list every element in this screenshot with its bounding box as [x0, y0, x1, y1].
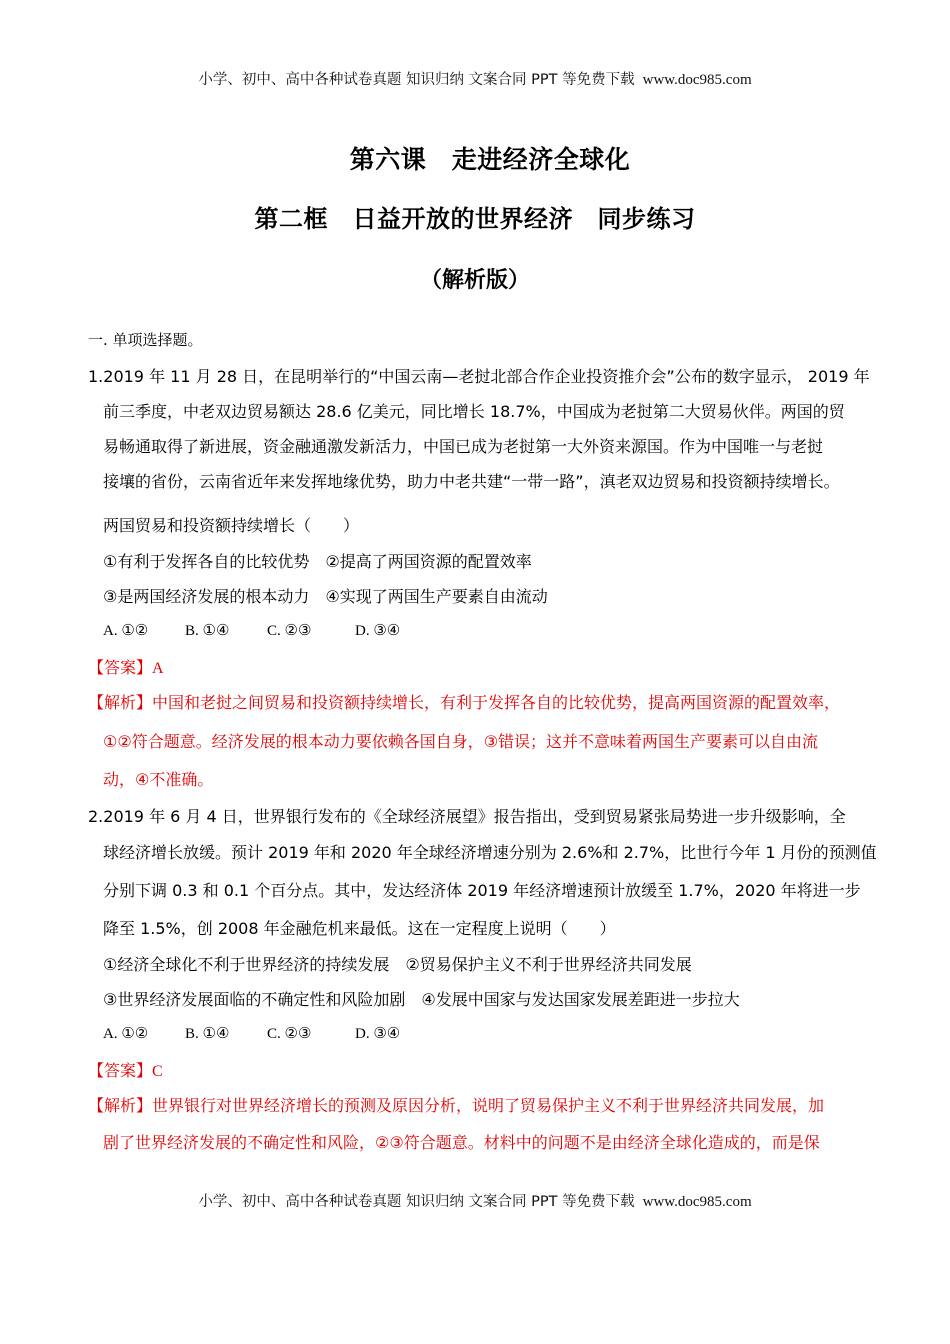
option-b[interactable]: B. ①④ [185, 623, 230, 639]
question-stem-line: 降至 1.5%，创 2008 年金融危机来最低。这在一定程度上说明（ ） [103, 919, 616, 938]
analysis-line: 动，④不准确。 [103, 770, 214, 789]
header-url[interactable]: www.doc985.com [642, 72, 752, 88]
question-stem-line: 易畅通取得了新进展，资金融通激发新活力，中国已成为老挝第一大外资来源国。作为中国唯一与老挝 [103, 437, 824, 456]
question-stem-line: 两国贸易和投资额持续增长（ ） [103, 516, 360, 535]
statement-line: ①经济全球化不利于世界经济的持续发展 ②贸易保护主义不利于世界经济共同发展 [103, 955, 692, 974]
answer-line [88, 1058, 163, 1081]
answer-label: 【答案】 [88, 658, 153, 677]
analysis-line: 剧了世界经济发展的不确定性和风险，②③符合题意。材料中的问题不是由经济全球化造成的，而是保 [103, 1133, 820, 1152]
options-row [103, 1023, 400, 1043]
option-a[interactable]: A. ①② [103, 623, 149, 639]
footer-text: 小学、初中、高中各种试卷真题 知识归纳 文案合同 PPT 等免费下载 [198, 1194, 635, 1210]
analysis-label: 【解析】 [88, 1096, 153, 1115]
page-footer [0, 1190, 950, 1211]
answer-line [88, 655, 164, 678]
lesson-title: 第六课 走进经济全球化 [349, 145, 631, 174]
section-heading: 一. 单项选择题。 [88, 331, 203, 349]
analysis-line [88, 1093, 824, 1116]
answer-value: A [152, 660, 164, 677]
answer-value: C [152, 1063, 163, 1080]
analysis-line [88, 690, 840, 713]
section-title: 第二框 日益开放的世界经济 同步练习 [254, 205, 696, 233]
question-stem-line: 1.2019 年 11 月 28 日，在昆明举行的“中国云南—老挝北部合作企业投资推介会”公布的数字显示， 2019 年 [88, 367, 870, 386]
analysis-label: 【解析】 [88, 693, 153, 712]
option-c[interactable]: C. ②③ [267, 1026, 312, 1042]
statement-line: ③世界经济发展面临的不确定性和风险加剧 ④发展中国家与发达国家发展差距进一步拉大 [103, 990, 740, 1009]
page-header [0, 68, 950, 89]
analysis-text: 中国和老挝之间贸易和投资额持续增长，有利于发挥各自的比较优势，提高两国资源的配置效率， [152, 693, 841, 712]
option-d[interactable]: D. ③④ [355, 623, 401, 639]
analysis-line: ①②符合题意。经济发展的根本动力要依赖各国自身，③错误；这并不意味着两国生产要素可以自由流 [103, 732, 819, 751]
option-a[interactable]: A. ①② [103, 1026, 149, 1042]
statement-line: ③是两国经济发展的根本动力 ④实现了两国生产要素自由流动 [103, 587, 548, 606]
option-c[interactable]: C. ②③ [267, 623, 312, 639]
option-d[interactable]: D. ③④ [355, 1026, 401, 1042]
analysis-text: 世界银行对世界经济增长的预测及原因分析，说明了贸易保护主义不利于世界经济共同发展，加 [152, 1096, 825, 1115]
question-stem-line: 前三季度，中老双边贸易额达 28.6 亿美元，同比增长 18.7%，中国成为老挝第二大贸易伙伴。两国的贸 [103, 402, 845, 421]
question-stem-line: 2.2019 年 6 月 4 日，世界银行发布的《全球经济展望》报告指出，受到贸易紧张局势进一步升级影响，全 [88, 807, 846, 826]
question-stem-line: 接壤的省份，云南省近年来发挥地缘优势，助力中老共建“一带一路”，滇老双边贸易和投资额持续增长。 [103, 472, 840, 491]
statement-line: ①有利于发挥各自的比较优势 ②提高了两国资源的配置效率 [103, 552, 532, 571]
options-row [103, 620, 400, 640]
question-stem-line: 球经济增长放缓。预计 2019 年和 2020 年全球经济增速分别为 2.6%和 2.7%，比世行今年 1 月份的预测值 [103, 843, 877, 862]
edition-label: （解析版） [419, 268, 530, 293]
option-b[interactable]: B. ①④ [185, 1026, 230, 1042]
footer-url[interactable]: www.doc985.com [642, 1194, 752, 1210]
answer-label: 【答案】 [88, 1061, 153, 1080]
header-text: 小学、初中、高中各种试卷真题 知识归纳 文案合同 PPT 等免费下载 [198, 72, 635, 88]
question-stem-line: 分别下调 0.3 和 0.1 个百分点。其中，发达经济体 2019 年经济增速预计放缓至 1.7%，2020 年将进一步 [103, 881, 861, 900]
